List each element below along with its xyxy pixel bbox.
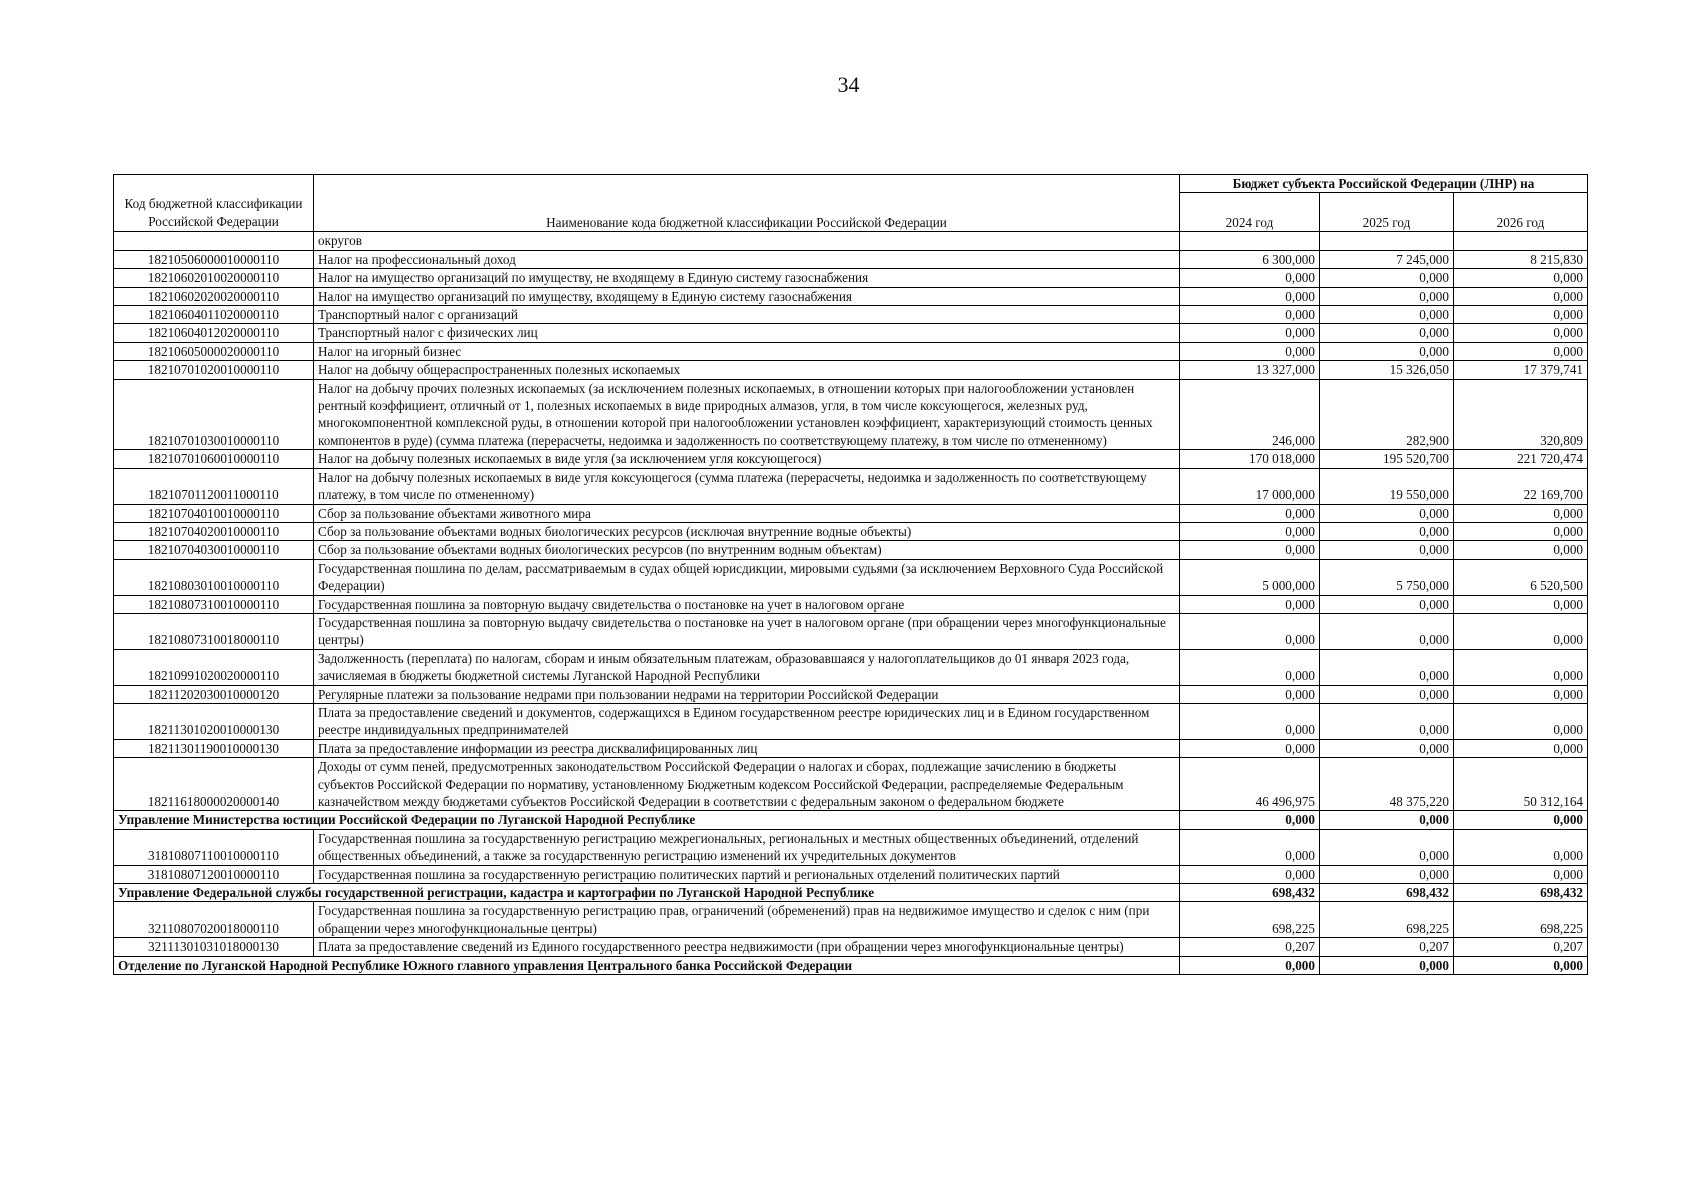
amount-2026-cell: 0,000 bbox=[1453, 541, 1587, 559]
table-row bbox=[114, 306, 1588, 324]
amount-2026-cell bbox=[1453, 232, 1587, 250]
code-name-cell: Налог на добычу полезных ископаемых в виде угля (за исключением угля коксующегося) bbox=[314, 450, 1180, 468]
amount-2026-cell: 8 215,830 bbox=[1453, 250, 1587, 268]
amount-2024-cell: 0,000 bbox=[1179, 649, 1319, 685]
table-row bbox=[114, 361, 1588, 379]
amount-2024-cell: 698,225 bbox=[1179, 902, 1319, 938]
amount-2024-cell bbox=[1179, 232, 1319, 250]
amount-2024-cell: 170 018,000 bbox=[1179, 450, 1319, 468]
table-row bbox=[114, 685, 1588, 703]
amount-2025-cell: 0,000 bbox=[1319, 613, 1453, 649]
amount-2025-cell: 5 750,000 bbox=[1319, 559, 1453, 595]
table-row bbox=[114, 541, 1588, 559]
amount-2025-cell: 282,900 bbox=[1319, 379, 1453, 450]
budget-code-cell: 18210605000020000110 bbox=[114, 342, 314, 360]
amount-2026-cell: 0,000 bbox=[1453, 504, 1587, 522]
table-row bbox=[114, 829, 1588, 865]
budget-code-cell: 18210704030010000110 bbox=[114, 541, 314, 559]
amount-2024-cell: 0,000 bbox=[1179, 739, 1319, 757]
amount-2024-cell: 0,000 bbox=[1179, 504, 1319, 522]
table-row bbox=[114, 938, 1588, 956]
budget-code-cell: 18210701020010000110 bbox=[114, 361, 314, 379]
budget-code-cell: 32110807020018000110 bbox=[114, 902, 314, 938]
table-row bbox=[114, 703, 1588, 739]
section-row bbox=[114, 884, 1588, 902]
amount-2024-cell: 0,000 bbox=[1179, 342, 1319, 360]
amount-2025-cell: 0,000 bbox=[1319, 541, 1453, 559]
table-row bbox=[114, 902, 1588, 938]
amount-2026-cell: 0,207 bbox=[1453, 938, 1587, 956]
amount-2025-cell: 0,000 bbox=[1319, 324, 1453, 342]
amount-2026-cell: 0,000 bbox=[1453, 287, 1587, 305]
amount-2024-cell: 17 000,000 bbox=[1179, 468, 1319, 504]
code-name-cell: Плата за предоставление сведений и документов, содержащихся в Едином государственном реестре юридических лиц и в Едином государственном реестре индивидуальных предпринимателей bbox=[314, 703, 1180, 739]
amount-2025-cell: 0,000 bbox=[1319, 504, 1453, 522]
amount-2024-cell: 0,000 bbox=[1179, 613, 1319, 649]
amount-2024-cell: 0,000 bbox=[1179, 541, 1319, 559]
code-name-cell: Государственная пошлина за повторную выдачу свидетельства о постановке на учет в налоговом органе bbox=[314, 595, 1180, 613]
amount-2026-cell: 0,000 bbox=[1453, 956, 1587, 974]
table-row bbox=[114, 595, 1588, 613]
amount-2024-cell: 0,000 bbox=[1179, 685, 1319, 703]
amount-2026-cell: 22 169,700 bbox=[1453, 468, 1587, 504]
amount-2024-cell: 0,000 bbox=[1179, 829, 1319, 865]
table-row bbox=[114, 379, 1588, 450]
amount-2026-cell: 0,000 bbox=[1453, 342, 1587, 360]
budget-code-cell: 18210604011020000110 bbox=[114, 306, 314, 324]
amount-2026-cell: 6 520,500 bbox=[1453, 559, 1587, 595]
table-row bbox=[114, 504, 1588, 522]
budget-code-cell: 18211301190010000130 bbox=[114, 739, 314, 757]
code-name-cell: Сбор за пользование объектами животного мира bbox=[314, 504, 1180, 522]
table-row bbox=[114, 758, 1588, 811]
code-name-cell: Государственная пошлина за государственную регистрацию межрегиональных, региональных и местных общественных объединений, отделений общественных объединений, а также за государственную регистрацию изменений их учредительных документов bbox=[314, 829, 1180, 865]
code-name-cell: Доходы от сумм пеней, предусмотренных законодательством Российской Федерации о налогах и сборах, подлежащие зачислению в бюджеты субъектов Российской Федерации по нормативу, установленному Бюджетным кодексом Российской Федерации, распределяемые Федеральным казначейством между бюджетами субъектов Российской Федерации в соответствии с федеральным законом о федеральном бюджете bbox=[314, 758, 1180, 811]
code-name-cell: округов bbox=[314, 232, 1180, 250]
budget-code-cell: 18210803010010000110 bbox=[114, 559, 314, 595]
amount-2025-cell: 0,000 bbox=[1319, 595, 1453, 613]
code-name-cell: Сбор за пользование объектами водных биологических ресурсов (исключая внутренние водные объекты) bbox=[314, 522, 1180, 540]
budget-code-cell: 18211202030010000120 bbox=[114, 685, 314, 703]
budget-code-cell: 18210701060010000110 bbox=[114, 450, 314, 468]
budget-code-cell: 18210807310018000110 bbox=[114, 613, 314, 649]
table-row bbox=[114, 342, 1588, 360]
amount-2025-cell: 0,000 bbox=[1319, 956, 1453, 974]
code-name-cell: Государственная пошлина за государственную регистрацию прав, ограничений (обременений) прав на недвижимое имущество и сделок с ним (при обращении через многофункциональные центры) bbox=[314, 902, 1180, 938]
amount-2026-cell: 0,000 bbox=[1453, 613, 1587, 649]
amount-2024-cell: 0,000 bbox=[1179, 865, 1319, 883]
code-name-cell: Налог на добычу прочих полезных ископаемых (за исключением полезных ископаемых, в отношении которых при налогообложении установлен рентный коэффициент, отличный от 1, полезных ископаемых в виде природных алмазов, угля, в том числе коксующегося, железных руд, многокомпонентной комплексной руды, в отношении которой при налогообложении установлен коэффициент, характеризующий стоимость ценных компонентов в руде) (сумма платежа (перерасчеты, недоимка и задолженность по соответствующему платежу, в том числе по отмененному) bbox=[314, 379, 1180, 450]
budget-code-cell: 18210701030010000110 bbox=[114, 379, 314, 450]
table-row bbox=[114, 468, 1588, 504]
amount-2026-cell: 0,000 bbox=[1453, 829, 1587, 865]
amount-2025-cell: 195 520,700 bbox=[1319, 450, 1453, 468]
amount-2026-cell: 698,225 bbox=[1453, 902, 1587, 938]
amount-2026-cell: 698,432 bbox=[1453, 884, 1587, 902]
code-name-cell: Транспортный налог с организаций bbox=[314, 306, 1180, 324]
page-number: 34 bbox=[837, 72, 860, 97]
budget-code-cell: 18210602020020000110 bbox=[114, 287, 314, 305]
amount-2025-cell: 0,000 bbox=[1319, 865, 1453, 883]
amount-2025-cell: 48 375,220 bbox=[1319, 758, 1453, 811]
amount-2024-cell: 5 000,000 bbox=[1179, 559, 1319, 595]
amount-2025-cell: 0,000 bbox=[1319, 739, 1453, 757]
amount-2024-cell: 0,000 bbox=[1179, 595, 1319, 613]
section-title: Управление Министерства юстиции Российской Федерации по Луганской Народной Республике bbox=[114, 811, 1180, 829]
amount-2026-cell: 0,000 bbox=[1453, 269, 1587, 287]
amount-2024-cell: 0,207 bbox=[1179, 938, 1319, 956]
amount-2026-cell: 0,000 bbox=[1453, 739, 1587, 757]
budget-code-cell: 18210704020010000110 bbox=[114, 522, 314, 540]
amount-2025-cell: 7 245,000 bbox=[1319, 250, 1453, 268]
budget-code-cell: 32111301031018000130 bbox=[114, 938, 314, 956]
budget-code-cell: 31810807110010000110 bbox=[114, 829, 314, 865]
amount-2025-cell: 0,000 bbox=[1319, 685, 1453, 703]
amount-2026-cell: 0,000 bbox=[1453, 595, 1587, 613]
amount-2025-cell: 0,000 bbox=[1319, 287, 1453, 305]
code-name-cell: Плата за предоставление сведений из Единого государственного реестра недвижимости (при обращении через многофункциональные центры) bbox=[314, 938, 1180, 956]
budget-code-cell: 18210701120011000110 bbox=[114, 468, 314, 504]
section-row bbox=[114, 811, 1588, 829]
budget-code-cell: 18210604012020000110 bbox=[114, 324, 314, 342]
amount-2025-cell: 0,000 bbox=[1319, 649, 1453, 685]
budget-table bbox=[113, 174, 1588, 975]
code-name-cell: Государственная пошлина за государственную регистрацию политических партий и региональных отделений политических партий bbox=[314, 865, 1180, 883]
table-row bbox=[114, 250, 1588, 268]
amount-2026-cell: 0,000 bbox=[1453, 649, 1587, 685]
table-row bbox=[114, 522, 1588, 540]
table-row bbox=[114, 865, 1588, 883]
budget-code-cell: 18210807310010000110 bbox=[114, 595, 314, 613]
table-row bbox=[114, 739, 1588, 757]
budget-code-cell: 18210506000010000110 bbox=[114, 250, 314, 268]
amount-2025-cell: 0,000 bbox=[1319, 811, 1453, 829]
budget-code-cell: 18210602010020000110 bbox=[114, 269, 314, 287]
table-row bbox=[114, 269, 1588, 287]
amount-2024-cell: 6 300,000 bbox=[1179, 250, 1319, 268]
amount-2026-cell: 221 720,474 bbox=[1453, 450, 1587, 468]
code-name-cell: Налог на добычу общераспространенных полезных ископаемых bbox=[314, 361, 1180, 379]
budget-code-cell: 18211301020010000130 bbox=[114, 703, 314, 739]
amount-2026-cell: 0,000 bbox=[1453, 324, 1587, 342]
code-name-cell: Транспортный налог с физических лиц bbox=[314, 324, 1180, 342]
amount-2026-cell: 17 379,741 bbox=[1453, 361, 1587, 379]
code-name-cell: Плата за предоставление информации из реестра дисквалифицированных лиц bbox=[314, 739, 1180, 757]
amount-2024-cell: 0,000 bbox=[1179, 522, 1319, 540]
budget-code-cell: 31810807120010000110 bbox=[114, 865, 314, 883]
amount-2024-cell: 0,000 bbox=[1179, 287, 1319, 305]
table-row bbox=[114, 450, 1588, 468]
year-2025-header: 2025 год bbox=[1319, 193, 1453, 232]
amount-2025-cell: 0,000 bbox=[1319, 703, 1453, 739]
amount-2026-cell: 0,000 bbox=[1453, 865, 1587, 883]
section-row bbox=[114, 956, 1588, 974]
amount-2024-cell: 0,000 bbox=[1179, 703, 1319, 739]
table-row bbox=[114, 559, 1588, 595]
amount-2024-cell: 0,000 bbox=[1179, 269, 1319, 287]
amount-2026-cell: 50 312,164 bbox=[1453, 758, 1587, 811]
code-name-cell: Сбор за пользование объектами водных биологических ресурсов (по внутренним водным объектам) bbox=[314, 541, 1180, 559]
amount-2026-cell: 0,000 bbox=[1453, 306, 1587, 324]
amount-2025-cell: 19 550,000 bbox=[1319, 468, 1453, 504]
table-header bbox=[114, 175, 1588, 232]
code-column-header: Код бюджетной классификации Российской Федерации bbox=[114, 175, 314, 232]
amount-2024-cell: 0,000 bbox=[1179, 324, 1319, 342]
code-name-cell: Государственная пошлина за повторную выдачу свидетельства о постановке на учет в налоговом органе (при обращении через многофункциональные центры) bbox=[314, 613, 1180, 649]
amount-2025-cell: 0,000 bbox=[1319, 306, 1453, 324]
amount-2024-cell: 0,000 bbox=[1179, 306, 1319, 324]
amount-2025-cell: 698,225 bbox=[1319, 902, 1453, 938]
code-name-cell: Задолженность (переплата) по налогам, сборам и иным обязательным платежам, образовавшаяся у налогоплательщиков до 01 января 2023 года, зачисляемая в бюджеты бюджетной системы Луганской Народной Республики bbox=[314, 649, 1180, 685]
table-row bbox=[114, 649, 1588, 685]
amount-2026-cell: 0,000 bbox=[1453, 811, 1587, 829]
budget-code-cell bbox=[114, 232, 314, 250]
code-name-cell: Государственная пошлина по делам, рассматриваемым в судах общей юрисдикции, мировыми судьями (за исключением Верховного Суда Российской Федерации) bbox=[314, 559, 1180, 595]
amount-2025-cell bbox=[1319, 232, 1453, 250]
table-row bbox=[114, 324, 1588, 342]
code-name-cell: Налог на имущество организаций по имуществу, входящему в Единую систему газоснабжения bbox=[314, 287, 1180, 305]
amount-2026-cell: 320,809 bbox=[1453, 379, 1587, 450]
code-name-cell: Регулярные платежи за пользование недрами при пользовании недрами на территории Российской Федерации bbox=[314, 685, 1180, 703]
year-2024-header: 2024 год bbox=[1179, 193, 1319, 232]
section-title: Управление Федеральной службы государственной регистрации, кадастра и картографии по Луганской Народной Республике bbox=[114, 884, 1180, 902]
amount-2026-cell: 0,000 bbox=[1453, 685, 1587, 703]
amount-2024-cell: 13 327,000 bbox=[1179, 361, 1319, 379]
year-2026-header: 2026 год bbox=[1453, 193, 1587, 232]
amount-2024-cell: 0,000 bbox=[1179, 956, 1319, 974]
amount-2024-cell: 46 496,975 bbox=[1179, 758, 1319, 811]
amount-2025-cell: 0,000 bbox=[1319, 829, 1453, 865]
code-name-cell: Налог на игорный бизнес bbox=[314, 342, 1180, 360]
amount-2025-cell: 0,000 bbox=[1319, 342, 1453, 360]
code-name-cell: Налог на профессиональный доход bbox=[314, 250, 1180, 268]
amount-2025-cell: 0,000 bbox=[1319, 522, 1453, 540]
budget-column-header: Бюджет субъекта Российской Федерации (ЛНР) на bbox=[1179, 175, 1587, 193]
table-row bbox=[114, 232, 1588, 250]
table-row bbox=[114, 613, 1588, 649]
table-row bbox=[114, 287, 1588, 305]
amount-2025-cell: 0,000 bbox=[1319, 269, 1453, 287]
name-column-header: Наименование кода бюджетной классификации Российской Федерации bbox=[314, 175, 1180, 232]
section-title: Отделение по Луганской Народной Республике Южного главного управления Центрального банка Российской Федерации bbox=[114, 956, 1180, 974]
amount-2026-cell: 0,000 bbox=[1453, 522, 1587, 540]
table-body bbox=[114, 232, 1588, 975]
code-name-cell: Налог на добычу полезных ископаемых в виде угля коксующегося (сумма платежа (перерасчеты, недоимка и задолженность по соответствующему платежу, в том числе по отмененному) bbox=[314, 468, 1180, 504]
budget-code-cell: 18211618000020000140 bbox=[114, 758, 314, 811]
amount-2024-cell: 246,000 bbox=[1179, 379, 1319, 450]
amount-2025-cell: 15 326,050 bbox=[1319, 361, 1453, 379]
budget-code-cell: 18210704010010000110 bbox=[114, 504, 314, 522]
code-name-cell: Налог на имущество организаций по имуществу, не входящему в Единую систему газоснабжения bbox=[314, 269, 1180, 287]
amount-2026-cell: 0,000 bbox=[1453, 703, 1587, 739]
amount-2024-cell: 0,000 bbox=[1179, 811, 1319, 829]
amount-2025-cell: 0,207 bbox=[1319, 938, 1453, 956]
amount-2024-cell: 698,432 bbox=[1179, 884, 1319, 902]
amount-2025-cell: 698,432 bbox=[1319, 884, 1453, 902]
budget-code-cell: 18210991020020000110 bbox=[114, 649, 314, 685]
